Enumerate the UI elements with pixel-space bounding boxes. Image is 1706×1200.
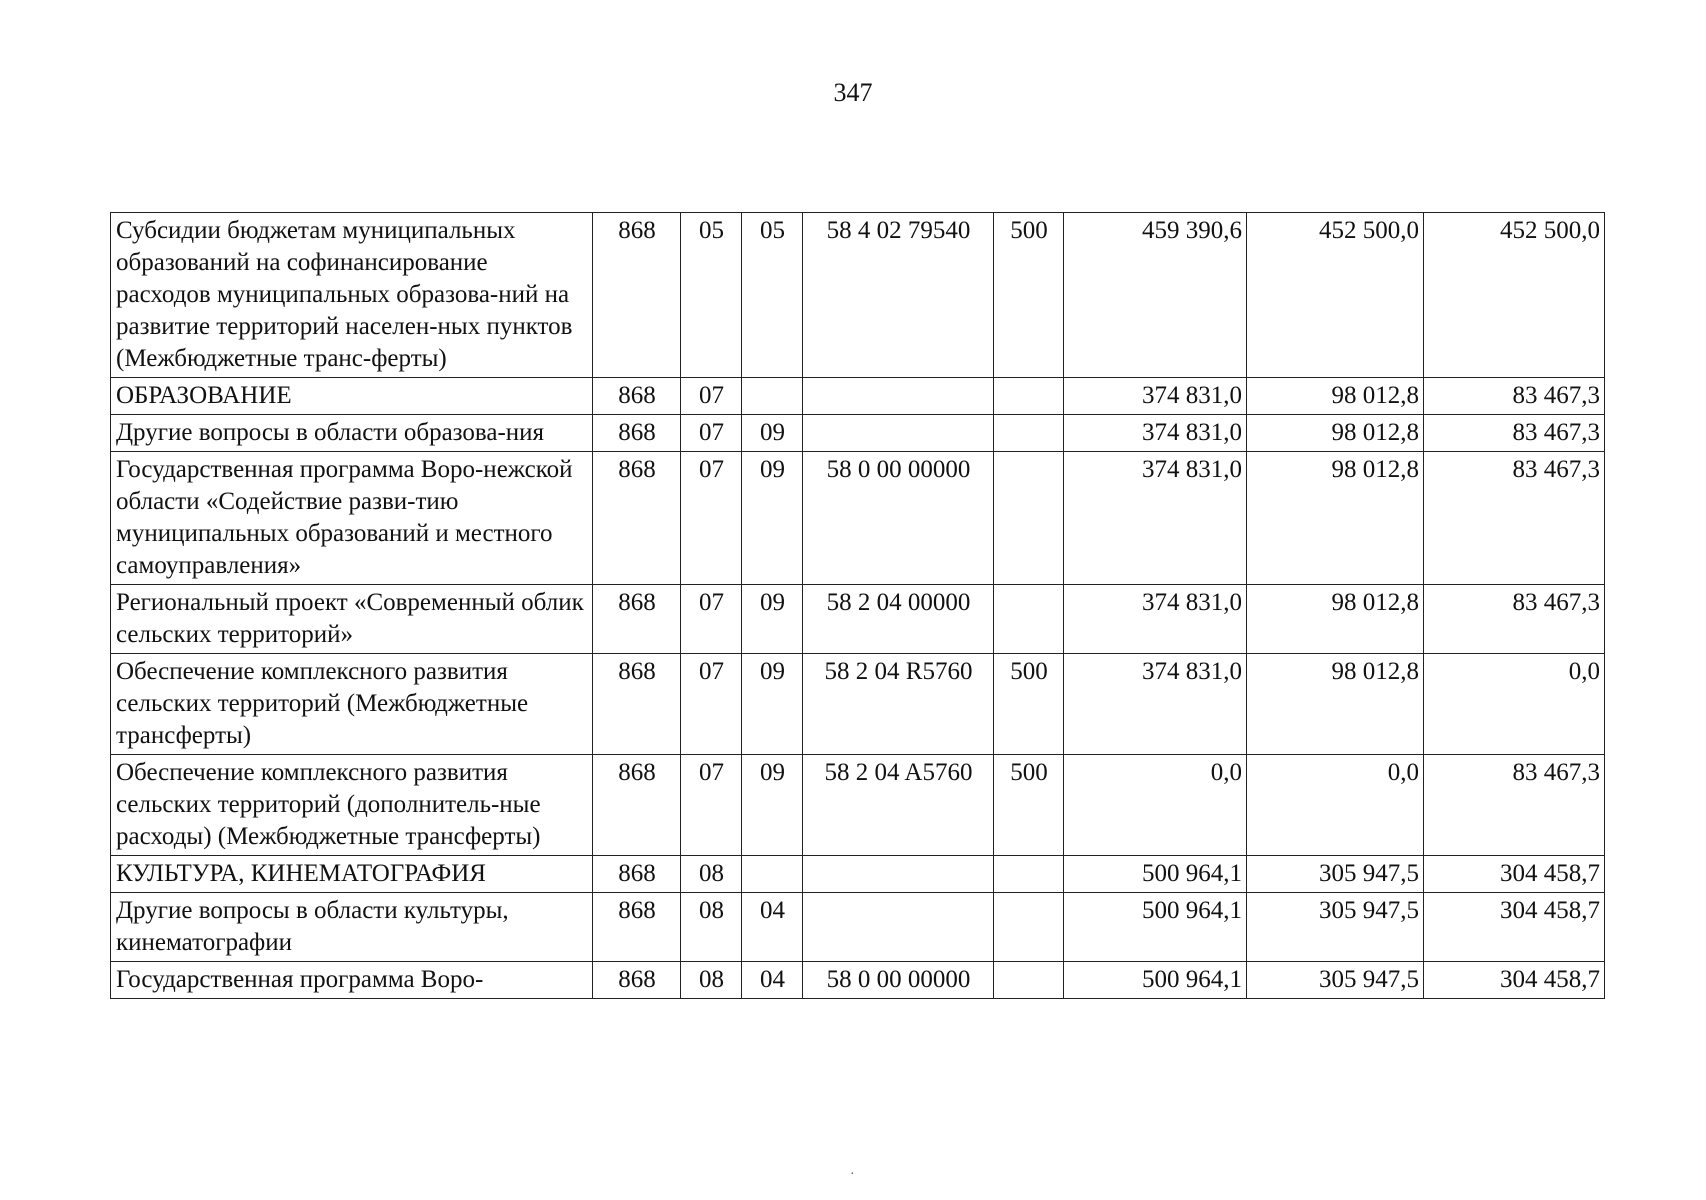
- row-name-cell: Государственная программа Воро-нежской области «Содействие разви-тию муниципальных образований и местного самоуправления»: [111, 452, 593, 585]
- section-code-cell: 08: [681, 893, 742, 962]
- expense-type-cell: [994, 585, 1064, 654]
- target-article-cell: [803, 378, 994, 415]
- table-row: [111, 962, 1605, 999]
- target-article-cell: 58 2 04 00000: [803, 585, 994, 654]
- amount-year1-cell: 500 964,1: [1064, 893, 1247, 962]
- table-row: [111, 452, 1605, 585]
- row-name-cell: Обеспечение комплексного развития сельских территорий (дополнитель-ные расходы) (Межбюджетные трансферты): [111, 755, 593, 856]
- subsection-code-cell: 09: [742, 654, 803, 755]
- ministry-code-cell: 868: [593, 893, 681, 962]
- amount-year1-cell: 374 831,0: [1064, 415, 1247, 452]
- page-number: 347: [833, 78, 873, 107]
- target-article-cell: [803, 856, 994, 893]
- amount-year2-cell: 98 012,8: [1247, 415, 1424, 452]
- amount-year2-cell: 305 947,5: [1247, 856, 1424, 893]
- row-name-cell: Региональный проект «Современный облик сельских территорий»: [111, 585, 593, 654]
- ministry-code-cell: 868: [593, 962, 681, 999]
- amount-year1-cell: 374 831,0: [1064, 452, 1247, 585]
- expense-type-cell: [994, 378, 1064, 415]
- expense-type-cell: [994, 893, 1064, 962]
- ministry-code-cell: 868: [593, 755, 681, 856]
- budget-table-body: [111, 213, 1605, 999]
- table-row: [111, 378, 1605, 415]
- row-name-cell: Другие вопросы в области образова-ния: [111, 415, 593, 452]
- subsection-code-cell: 09: [742, 585, 803, 654]
- section-code-cell: 07: [681, 378, 742, 415]
- expense-type-cell: 500: [994, 213, 1064, 378]
- amount-year3-cell: 83 467,3: [1424, 585, 1605, 654]
- ministry-code-cell: 868: [593, 654, 681, 755]
- target-article-cell: 58 4 02 79540: [803, 213, 994, 378]
- ministry-code-cell: 868: [593, 378, 681, 415]
- table-row: [111, 585, 1605, 654]
- subsection-code-cell: 09: [742, 415, 803, 452]
- budget-table: [110, 212, 1605, 999]
- amount-year2-cell: 0,0: [1247, 755, 1424, 856]
- ministry-code-cell: 868: [593, 213, 681, 378]
- ministry-code-cell: 868: [593, 415, 681, 452]
- target-article-cell: [803, 893, 994, 962]
- expense-type-cell: [994, 962, 1064, 999]
- amount-year1-cell: 374 831,0: [1064, 378, 1247, 415]
- row-name-cell: КУЛЬТУРА, КИНЕМАТОГРАФИЯ: [111, 856, 593, 893]
- amount-year3-cell: 0,0: [1424, 654, 1605, 755]
- ministry-code-cell: 868: [593, 452, 681, 585]
- amount-year1-cell: 500 964,1: [1064, 856, 1247, 893]
- amount-year1-cell: 374 831,0: [1064, 654, 1247, 755]
- table-row: [111, 893, 1605, 962]
- amount-year2-cell: 98 012,8: [1247, 585, 1424, 654]
- target-article-cell: 58 2 04 R5760: [803, 654, 994, 755]
- section-code-cell: 08: [681, 856, 742, 893]
- subsection-code-cell: 04: [742, 962, 803, 999]
- amount-year3-cell: 83 467,3: [1424, 415, 1605, 452]
- table-row: [111, 654, 1605, 755]
- expense-type-cell: 500: [994, 654, 1064, 755]
- target-article-cell: 58 2 04 A5760: [803, 755, 994, 856]
- amount-year2-cell: 452 500,0: [1247, 213, 1424, 378]
- amount-year2-cell: 305 947,5: [1247, 893, 1424, 962]
- ministry-code-cell: 868: [593, 856, 681, 893]
- table-row: [111, 415, 1605, 452]
- amount-year3-cell: 304 458,7: [1424, 856, 1605, 893]
- table-row: [111, 755, 1605, 856]
- amount-year3-cell: 83 467,3: [1424, 755, 1605, 856]
- row-name-cell: ОБРАЗОВАНИЕ: [111, 378, 593, 415]
- amount-year2-cell: 98 012,8: [1247, 378, 1424, 415]
- subsection-code-cell: [742, 856, 803, 893]
- amount-year3-cell: 83 467,3: [1424, 452, 1605, 585]
- subsection-code-cell: 09: [742, 452, 803, 585]
- amount-year3-cell: 304 458,7: [1424, 962, 1605, 999]
- expense-type-cell: 500: [994, 755, 1064, 856]
- amount-year1-cell: 374 831,0: [1064, 585, 1247, 654]
- expense-type-cell: [994, 452, 1064, 585]
- expense-type-cell: [994, 415, 1064, 452]
- section-code-cell: 05: [681, 213, 742, 378]
- amount-year2-cell: 305 947,5: [1247, 962, 1424, 999]
- subsection-code-cell: [742, 378, 803, 415]
- stray-mark: ·: [850, 1167, 855, 1182]
- row-name-cell: Обеспечение комплексного развития сельских территорий (Межбюджетные трансферты): [111, 654, 593, 755]
- amount-year3-cell: 83 467,3: [1424, 378, 1605, 415]
- table-row: [111, 213, 1605, 378]
- target-article-cell: 58 0 00 00000: [803, 962, 994, 999]
- subsection-code-cell: 05: [742, 213, 803, 378]
- expense-type-cell: [994, 856, 1064, 893]
- section-code-cell: 07: [681, 452, 742, 585]
- amount-year3-cell: 452 500,0: [1424, 213, 1605, 378]
- subsection-code-cell: 04: [742, 893, 803, 962]
- section-code-cell: 07: [681, 654, 742, 755]
- section-code-cell: 07: [681, 585, 742, 654]
- ministry-code-cell: 868: [593, 585, 681, 654]
- amount-year3-cell: 304 458,7: [1424, 893, 1605, 962]
- row-name-cell: Субсидии бюджетам муниципальных образований на софинансирование расходов муниципальных образова-ний на развитие территорий населен-ных пунктов (Межбюджетные транс-ферты): [111, 213, 593, 378]
- target-article-cell: [803, 415, 994, 452]
- amount-year1-cell: 500 964,1: [1064, 962, 1247, 999]
- table-row: [111, 856, 1605, 893]
- row-name-cell: Государственная программа Воро-: [111, 962, 593, 999]
- row-name-cell: Другие вопросы в области культуры, кинематографии: [111, 893, 593, 962]
- amount-year2-cell: 98 012,8: [1247, 654, 1424, 755]
- amount-year2-cell: 98 012,8: [1247, 452, 1424, 585]
- amount-year1-cell: 459 390,6: [1064, 213, 1247, 378]
- section-code-cell: 08: [681, 962, 742, 999]
- section-code-cell: 07: [681, 755, 742, 856]
- amount-year1-cell: 0,0: [1064, 755, 1247, 856]
- target-article-cell: 58 0 00 00000: [803, 452, 994, 585]
- subsection-code-cell: 09: [742, 755, 803, 856]
- section-code-cell: 07: [681, 415, 742, 452]
